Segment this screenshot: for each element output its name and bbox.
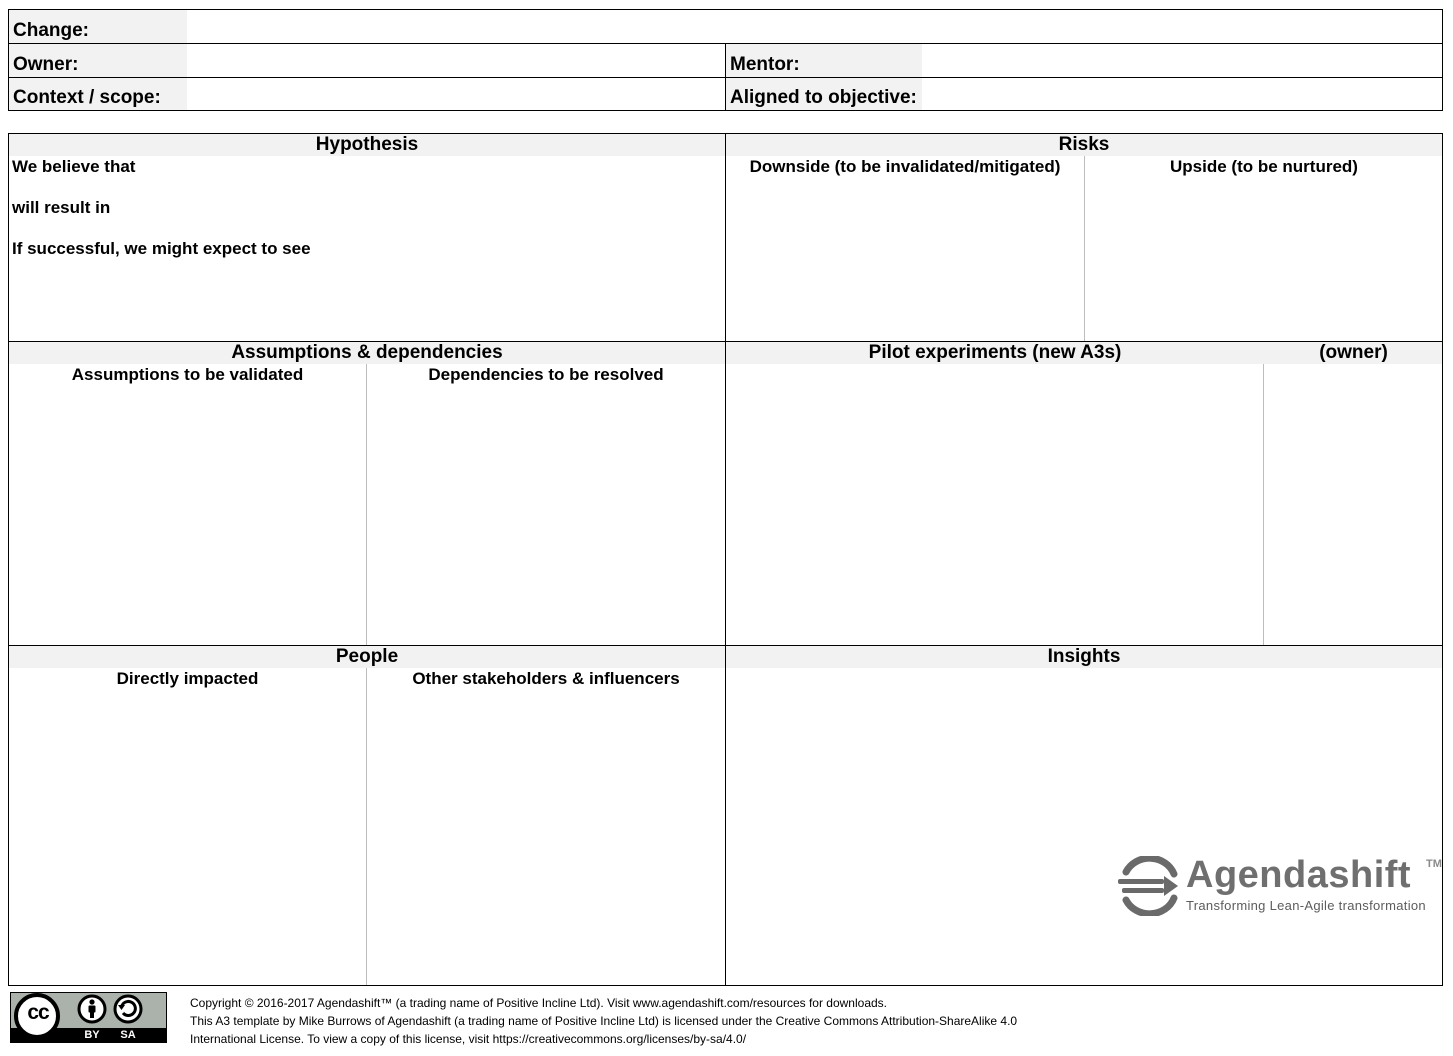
assumptions-divider: [366, 364, 367, 645]
change-field[interactable]: [187, 10, 1442, 43]
insights-area[interactable]: [726, 668, 1443, 985]
agendashift-logo: [1114, 856, 1442, 916]
logo-tagline: Transforming Lean-Agile transformation: [1186, 898, 1426, 913]
people-divider: [366, 668, 367, 985]
objective-field[interactable]: [922, 78, 1442, 110]
people-heading: People: [9, 646, 725, 668]
mentor-label: Mentor:: [726, 44, 922, 77]
logo-wordmark: Agendashift: [1186, 854, 1412, 896]
owner-label: Owner:: [9, 44, 187, 77]
cc-license-badge[interactable]: [10, 992, 167, 1043]
pilots-divider: [1263, 364, 1264, 645]
insights-heading: Insights: [726, 646, 1442, 668]
hypothesis-will-result: will result in: [12, 198, 111, 217]
dependencies-resolved-label: Dependencies to be resolved: [428, 365, 664, 384]
change-label: Change:: [9, 10, 187, 43]
footer-copyright: [190, 994, 1190, 1048]
pilots-owner-heading: (owner): [1319, 342, 1388, 363]
hypothesis-heading: Hypothesis: [9, 134, 725, 156]
people-stakeholders-area[interactable]: [367, 691, 725, 985]
sa-label: SA: [120, 1029, 136, 1041]
risks-upside-label: Upside (to be nurtured): [1170, 157, 1358, 176]
by-label: BY: [84, 1029, 100, 1041]
mentor-field[interactable]: [922, 44, 1442, 77]
footer-line-2: This A3 template by Mike Burrows of Agendashift (a trading name of Positive Incline Ltd) is licensed under the Creative Commons Attribution-ShareAlike 4.0: [190, 1014, 1018, 1028]
objective-label: Aligned to objective:: [726, 78, 922, 110]
pilots-owner-area[interactable]: [1264, 364, 1443, 645]
pilots-heading: Pilot experiments (new A3s): [868, 342, 1122, 363]
people-stakeholders-label: Other stakeholders & influencers: [412, 669, 680, 688]
column-divider: [725, 44, 726, 110]
risks-upside-area[interactable]: [1085, 179, 1443, 341]
center-divider: [725, 134, 726, 985]
dependencies-area[interactable]: [367, 387, 725, 645]
hypothesis-if-successful: If successful, we might expect to see: [12, 239, 311, 258]
assumptions-area[interactable]: [9, 387, 366, 645]
logo-trademark: TM: [1426, 858, 1442, 870]
cc-label: cc: [27, 1001, 49, 1024]
pilots-area[interactable]: [726, 364, 1263, 645]
people-impacted-area[interactable]: [9, 691, 366, 985]
risks-heading: Risks: [726, 134, 1442, 156]
footer-line-3: International License. To view a copy of this license, visit https://creativecommons.org/licenses/by-sa/4.0/: [190, 1032, 747, 1046]
people-impacted-label: Directly impacted: [116, 669, 259, 688]
risks-divider: [1084, 156, 1085, 342]
header-form: [8, 9, 1443, 111]
hypothesis-we-believe: We believe that: [12, 157, 136, 176]
footer-line-1: Copyright © 2016-2017 Agendashift™ (a trading name of Positive Incline Ltd). Visit www.agendashift.com/resources for downloads.: [190, 996, 887, 1010]
assumptions-heading: Assumptions & dependencies: [9, 342, 725, 364]
context-label: Context / scope:: [9, 78, 187, 110]
owner-field[interactable]: [187, 44, 725, 77]
context-field[interactable]: [187, 78, 725, 110]
agendashift-logo-icon: [1114, 856, 1184, 916]
risks-downside-label: Downside (to be invalidated/mitigated): [749, 157, 1061, 176]
risks-downside-area[interactable]: [726, 179, 1084, 341]
assumptions-validated-label: Assumptions to be validated: [71, 365, 304, 384]
